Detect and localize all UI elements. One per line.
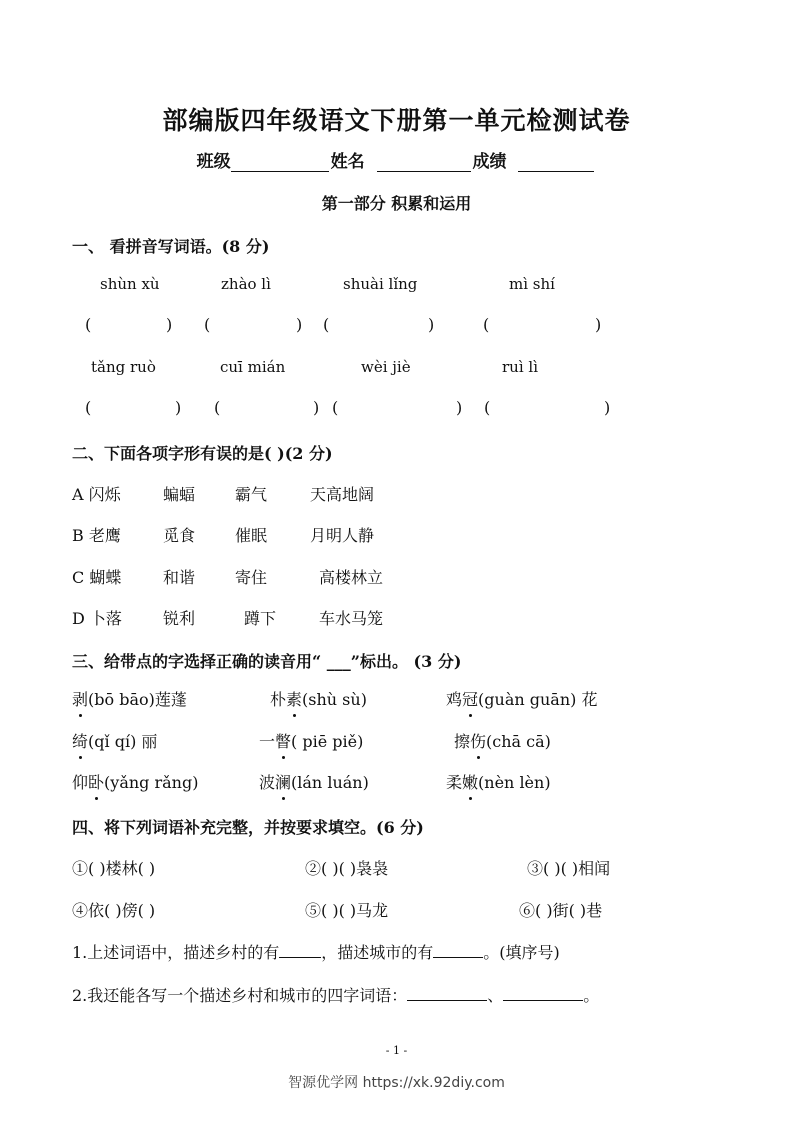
dotted-char: 冠	[462, 687, 478, 710]
dotted-char: 剥	[72, 687, 88, 710]
option-word: B 老鹰	[72, 526, 121, 545]
answer-paren-l: (	[214, 398, 221, 417]
answer-paren-l: (	[484, 398, 491, 417]
sub-question-text: 。(填序号)	[483, 943, 560, 962]
reading-options: (qǐ qí) 丽	[88, 732, 158, 751]
option-word: 寄住	[235, 568, 268, 587]
answer-paren-l: (	[204, 315, 211, 334]
answer-paren-r: )	[428, 315, 435, 334]
answer-blank	[279, 941, 321, 958]
answer-paren-l: (	[332, 398, 339, 417]
pinyin-7: wèi jiè	[361, 358, 411, 376]
name-label: 姓名	[330, 152, 365, 172]
reading-options: (yǎng rǎng)	[104, 773, 199, 792]
name-blank	[377, 153, 471, 172]
dotted-char: 绮	[72, 729, 88, 752]
student-info-line	[0, 147, 793, 172]
answer-paren-l: (	[483, 315, 490, 334]
idiom-fill-3: ③( )( )相闻	[527, 859, 611, 878]
reading-item	[454, 729, 551, 752]
pinyin-5: tǎng ruò	[91, 358, 156, 376]
sub-question-text: 。	[583, 986, 600, 1005]
pinyin-8: ruì lì	[502, 358, 538, 376]
option-word: 催眠	[235, 526, 268, 545]
reading-item	[72, 729, 157, 752]
option-word: 月明人静	[310, 526, 375, 545]
reading-item	[259, 729, 363, 752]
answer-paren-r: )	[456, 398, 463, 417]
plain-char: 擦	[454, 732, 471, 751]
footer-watermark: 智源优学网 https://xk.92diy.com	[288, 1075, 505, 1091]
pinyin-3: shuài lǐng	[343, 275, 418, 293]
part-title: 第一部分 积累和运用	[321, 194, 472, 213]
q2-title: 二、下面各项字形有误的是( )(2 分)	[72, 444, 333, 463]
dotted-char: 伤	[470, 729, 486, 752]
reading-options: ( piē piě)	[291, 732, 364, 751]
idiom-fill-6: ⑥( )街( )巷	[519, 901, 603, 920]
plain-char: 仰	[72, 773, 89, 792]
answer-paren-r: )	[296, 315, 303, 334]
idiom-fill-2: ②( )( )袅袅	[305, 859, 389, 878]
option-word: 锐利	[163, 609, 196, 628]
option-word: 觅食	[163, 526, 196, 545]
plain-char: 一	[259, 732, 276, 751]
q4-sub-1	[72, 940, 560, 963]
sub-question-text: 、	[487, 986, 504, 1005]
plain-char: 朴	[270, 690, 287, 709]
reading-options: (guàn guān) 花	[478, 690, 598, 709]
answer-blank	[407, 984, 487, 1001]
idiom-fill-4: ④依( )傍( )	[72, 901, 156, 920]
q1-title: 一、 看拼音写词语。(8 分)	[72, 237, 270, 256]
answer-paren-r: )	[604, 398, 611, 417]
answer-paren-r: )	[175, 398, 182, 417]
dotted-char: 嫩	[462, 770, 478, 793]
reading-item	[72, 770, 198, 793]
option-word: 蹲下	[244, 609, 277, 628]
class-label: 班级	[196, 152, 231, 172]
reading-options: (chā cā)	[486, 732, 551, 751]
plain-char: 波	[259, 773, 276, 792]
option-word: 霸气	[235, 485, 268, 504]
reading-item	[259, 770, 369, 793]
page-title: 部编版四年级语文下册第一单元检测试卷	[162, 106, 631, 135]
class-blank	[231, 153, 329, 172]
dotted-char: 卧	[88, 770, 104, 793]
dotted-char: 澜	[275, 770, 291, 793]
reading-item	[446, 687, 597, 710]
answer-paren-l: (	[323, 315, 330, 334]
option-word: 天高地阔	[310, 485, 375, 504]
dotted-char: 素	[286, 687, 302, 710]
reading-item	[72, 687, 187, 710]
reading-options: (bō bāo)莲蓬	[88, 690, 187, 709]
reading-options: (nèn lèn)	[478, 773, 551, 792]
answer-blank	[433, 941, 483, 958]
sub-question-text: 1.上述词语中，描述乡村的有	[72, 943, 280, 962]
answer-paren-r: )	[313, 398, 320, 417]
pinyin-1: shùn xù	[100, 275, 160, 293]
q4-sub-2	[72, 983, 599, 1006]
score-label: 成绩	[472, 152, 507, 172]
option-word: 高楼林立	[319, 568, 384, 587]
reading-options: (shù sù)	[302, 690, 367, 709]
option-word: C 蝴蝶	[72, 568, 122, 587]
option-word: D 卜落	[72, 609, 122, 628]
answer-paren-r: )	[166, 315, 173, 334]
answer-paren-l: (	[85, 315, 92, 334]
idiom-fill-1: ①( )楼林( )	[72, 859, 156, 878]
option-word: 和谐	[163, 568, 196, 587]
q3-title: 三、给带点的字选择正确的读音用“ ___”标出。 (3 分)	[72, 652, 462, 671]
dotted-char: 瞥	[275, 729, 291, 752]
answer-paren-r: )	[595, 315, 602, 334]
option-word: A 闪烁	[72, 485, 121, 504]
option-word: 蝙蝠	[163, 485, 196, 504]
idiom-fill-5: ⑤( )( )马龙	[305, 901, 389, 920]
reading-item	[446, 770, 551, 793]
page-number: - 1 -	[385, 1044, 408, 1057]
option-word: 车水马笼	[319, 609, 384, 628]
q4-title: 四、将下列词语补充完整，并按要求填空。(6 分)	[72, 818, 424, 837]
plain-char: 柔	[446, 773, 463, 792]
reading-item	[270, 687, 367, 710]
answer-paren-l: (	[85, 398, 92, 417]
pinyin-4: mì shí	[509, 275, 555, 293]
pinyin-6: cuī mián	[220, 358, 286, 376]
pinyin-2: zhào lì	[221, 275, 271, 293]
sub-question-text: 2.我还能各写一个描述乡村和城市的四字词语：	[72, 986, 408, 1005]
answer-blank	[503, 984, 583, 1001]
plain-char: 鸡	[446, 690, 463, 709]
sub-question-text: ，描述城市的有	[321, 943, 434, 962]
score-blank	[518, 153, 594, 172]
reading-options: (lán luán)	[291, 773, 369, 792]
